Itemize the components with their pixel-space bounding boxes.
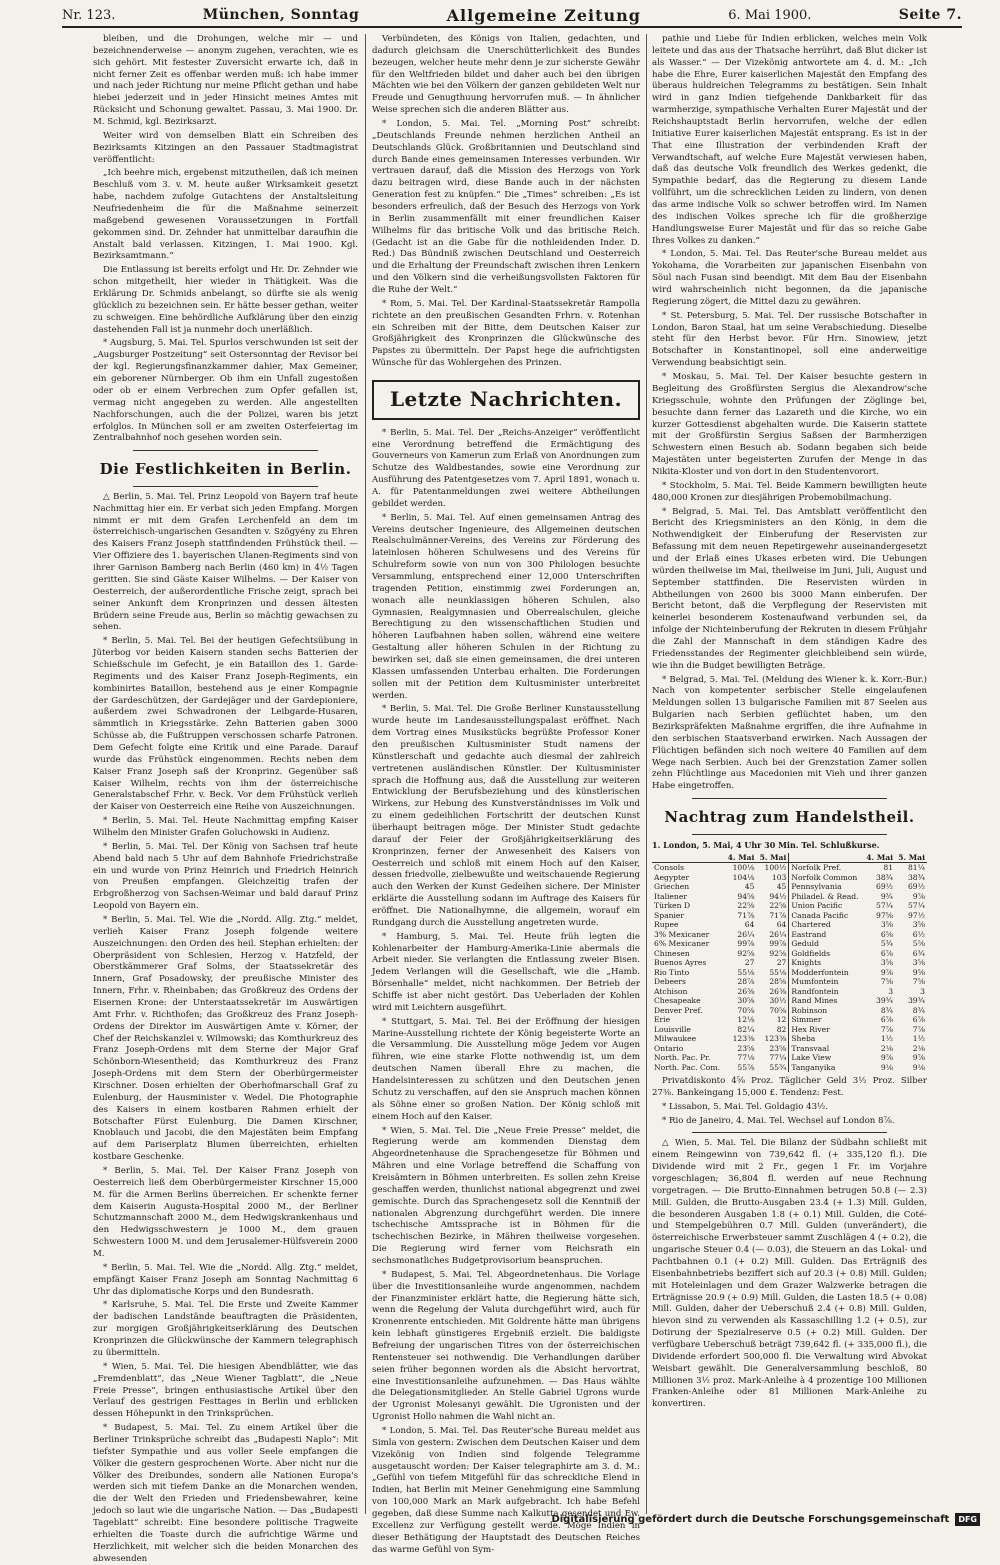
market-security-name: Spanier [654,910,685,920]
article-paragraph: * London, 5. Mai. Tel. Das Reuter'sche Bureau meldet aus Simla von gestern: Zwischen dem Deutschen Kaiser und dem Vizekönig von Indien sind folgende Telegramme ausgetauscht worden: Der Kaiser telegraphirte am 3. d. M.: „Gefühl von tiefem Mitgefühl für das schreckliche Elend in Indien, hat Berlin mit Meiner Genehmigung eine Sammlung von 100,000 Mark an Mark aufgebracht. Ich habe Befehl gegeben, daß diese Summe nach Kalkutta gesendet und Ew. Excellenz zur Verfügung gestellt werde. Möge Indien in dieser Bethätigung der Hauptstadt des Deutschen Reiches das warme Gefühl von Sym- [372,1425,640,1555]
market-security-name: Denver Pref. [654,1005,703,1015]
market-row [652,892,927,901]
article-paragraph: * Augsburg, 5. Mai. Tel. Spurlos verschwunden ist seit der „Augsburger Postzeitung“ seit Ostersonntag der Revisor bei der kgl. Regierungsfinanzkammer dahier, Max Gemeiner, ein geborener Nürnberger. Ob ihm ein Unfall zugestoßen oder ob er einem Verbrechen zum Opfer gefallen ist, vermag nicht angegeben zu werden. Alle angestellten Nachforschungen, auch die der Polizei, waren bis jetzt erfolglos. In München soll er am zweiten Osterfeiertag im Zentralbahnhof noch gesehen worden sein. [93,338,358,444]
market-quote: 2⅛ [880,1043,894,1053]
market-row [652,968,927,977]
market-row [652,1025,927,1034]
section-divider [692,1132,887,1133]
market-quote: 77⅛ [737,1053,755,1063]
market-quote: 28⅞ [737,977,755,987]
article-paragraph: * Budapest, 5. Mai. Tel. Zu einem Artikel über die Berliner Trinksprüche schreibt das „Budapesti Naplo“: Mit tiefster Sympathie und aus voller Seele empfangen die Völker die gestern gesprochenen Worte. Aber nicht nur die Völker des Dreibundes, sondern alle Nationen Europa's werden sich mit tiefem Danke an die Monarchen wenden, die der Welt den Frieden und Friedensbewahrer, keine jedoch so laut wie die ungarische Nation. — Das „Budapesti Tageblatt“ schreibt: Eine besondere politische Tragweite erhielten die Toaste durch die aufrichtige Wärme und Herzlichkeit, mit welcher sich die beiden Monarchen des abwesenden [93,1423,358,1564]
market-quote: 99⅞ [737,939,755,949]
market-note: Privatdiskonto 4⅝ Proz. Täglicher Geld 3½ Proz. Silber 27⅜. Bankeingang 15,000 £. Tendenz: Fest. [652,1076,927,1098]
market-quote: 6⅝ [880,929,894,939]
market-row [652,882,927,891]
market-quote: 6¾ [912,948,925,958]
article-paragraph: * Wien, 5. Mai. Tel. Die hiesigen Abendblätter, wie das „Fremdenblatt“, das „Neue Wiener Tagblatt“, die „Neue Freie Presse“, bringen enthusiastische Artikel über den Verlauf des gestrigen Festtages in Berlin und erblicken dessen Höhepunkt in den Trinksprüchen. [93,1361,358,1420]
market-quote: 71⅞ [737,910,755,920]
market-header-cell: 4. Mai [725,853,757,863]
market-security-name: Chartered [791,920,831,930]
market-row [652,1034,927,1043]
article-paragraph: * Hamburg, 5. Mai. Tel. Heute früh legten die Kohlenarbeiter der Hamburg-Amerika-Linie abermals die Arbeit nieder. Sie verlangten die Entlassung zweier Bisen. Jedem Verlangen will die Gesellschaft, wie die „Hamb. Börsenhalle“ meldet, nicht nachkommen. Der Betrieb der Schiffe ist aber nicht gestört. Das Ueberladen der Kohlen wird mit Leichtern ausgeführt. [372,931,640,1013]
market-quote: 94½ [756,892,788,901]
paper-title: Allgemeine Zeitung [446,5,641,25]
market-security-name: Canada Pacific [791,910,849,920]
market-caption: 1. London, 5. Mai, 4 Uhr 30 Min. Tel. Schlußkurse. [652,839,880,850]
issue-number: Nr. 123. [62,7,116,23]
market-quote: 97½ [907,910,925,920]
section-heading-market: Nachtrag zum Handelstheil. [664,808,915,827]
section-divider [692,798,887,799]
market-quote: 3⅝ [880,920,894,930]
market-security-name: Atchison [654,986,688,996]
market-row [652,996,927,1005]
market-header-cell: 5. Mai [756,853,788,863]
market-quote: 30⅝ [737,996,755,1006]
digitization-footer [551,1510,980,1528]
market-quote: 2⅛ [912,1043,925,1053]
market-row [652,958,927,967]
market-security-name: Lake View [791,1053,832,1063]
market-quote: 39¾ [876,996,894,1006]
market-quote: 57¼ [876,901,894,911]
market-quote: 28⅝ [756,977,788,986]
column-3 [652,34,927,1514]
market-quote: 3 [888,986,894,996]
market-quote: 26¼ [756,930,788,939]
market-row [652,987,927,996]
market-row [652,939,927,948]
market-quote: 94⅝ [737,891,755,901]
market-quote: 3⅝ [912,958,925,968]
section-divider [692,834,887,835]
article-paragraph: △ Wien, 5. Mai. Tel. Die Bilanz der Südbahn schließt mit einem Reingewinn von 739,642 fl. (+ 335,120 fl.). Die Dividende wird mit 2 Fr., gegen 1 Fr. im Vorjahre vorgeschlagen; 36,804 fl. werden auf neue Rechnung vorgetragen. — Die Brutto-Einnahmen betrugen 50.8 (— 2.3) Mill. Gulden, die Brutto-Ausgaben 23.4 (+ 1.3) Mill. Gulden, die besonderen Ausgaben 1.8 (+ 0.1) Mill. Gulden, die Coté- und Stempelgebühren 0.7 Mill. Gulden (unverändert), die österreichische Erwerbsteuer sammt Zuschlägen 4 (+ 0.2), die ungarische Steuer 0.4 (— 0.03), die Steuern an das Lokal- und Pachtbahnen 0.1 (+ 0.2) Mill. Gulden. Das Erträgniß des Eisenbahnbetriebs beziffert sich auf 20.3 (+ 0.8) Mill. Gulden; mit Hoteleinlagen und dem Grazer Walzwerke betragen die Erträgnisse 20.9 (+ 0.9) Mill. Gulden, die Lasten 18.5 (+ 0.08) Mill. Gulden, daher der Ueberschuß 2.4 (+ 0.8) Mill. Gulden, hievon sind zu verwenden als Kassaschilling 1.2 (+ 0.5), zur Dotirung der Spezialreserve 0.5 (+ 0.2) Mill. Gulden. Der verfügbare Ueberschuß beträgt 739,642 fl. (+ 335,000 fl.), die Dividende erfordert 500,000 fl. Die Verwaltung wird Abvokat Weisbart gewählt. Die Generalversammlung beschloß, 80 Millionen 3½ proz. Mark-Anleihe à 4 prozentige 100 Millionen Franken-Anleihe oder 81 Millionen Mark-Anleihe zu konvertiren. [652,1138,927,1410]
article-paragraph: * Berlin, 5. Mai. Tel. Auf einen gemeinsamen Antrag des Vereins deutscher Ingenieure, des Allgemeinen deutschen Realschulmänner-Vereins, des Vereins zur Förderung des lateinlosen höheren Schulwesens und des Vereins für Schulreform sowie von nun von 300 Philologen besuchte Versammlung, entsprechend einer 12,000 Unterschriften tragenden Petition, einstimmig zwei Forderungen an, wonach alle neunklassigen höheren Schulen, also Gymnasien, Realgymnasien und Oberrealschulen, gleiche Berechtigung zu den wissenschaftlichen Studien und höheren Laufbahnen haben sollen, während eine weitere Gestaltung aller höheren Schulen in der Richtung zu bewirken sei, daß sie einen gemeinsamen, die drei unteren Klassen umfassenden Unterbau erhalten. Die Forderungen sollen mit der Petition dem Kultusminister unterbreitet werden. [372,512,640,701]
article-paragraph: Verbündeten, des Königs von Italien, gedachten, und dadurch gleichsam die Unerschütterlichkeit des Bundes bezeugen, welcher heute mehr denn je zur sicherste Gewähr für den Weltfrieden bildet und daher auch bei den übrigen Mächten wie bei den Völkern der ganzen gebildeten Welt nur Freude und Genugthuung hervorrufen muß. — In ähnlicher Weise sprechen sich die anderen Blätter aus. [372,34,640,116]
market-quote: 9¾ [880,891,894,901]
market-quote: 5⅝ [912,939,925,949]
article-paragraph: * Berlin, 5. Mai. Tel. Heute Nachmittag empfing Kaiser Wilhelm den Minister Grafen Goluchowski in Audienz. [93,816,358,838]
article-paragraph: „Ich beehre mich, ergebenst mitzutheilen, daß ich meinen Beschluß vom 3. v. M. heute außer Wirksamkeit gesetzt habe, nachdem zufolge Gutachtens der Anstaltsleitung Neufriedenheim die für die Maßnahme seinerzeit maßgebend gewesenen Voraussetzungen in Fortfall gekommen sind. Dr. Zehnder hat unmittelbar daraufhin die Anstalt bald verlassen. Kitzingen, 1. Mai 1900. Kgl. Bezirksamtmann.“ [93,168,358,262]
market-quote: 6⅞ [912,1015,925,1025]
market-quote: 123⅜ [732,1034,755,1044]
market-security-name: Tanganyika [791,1062,836,1072]
market-security-name: Hex River [791,1024,830,1034]
article-paragraph: * Berlin, 5. Mai. Tel. Der Kaiser Franz Joseph von Oesterreich ließ dem Oberbürgermeister Kirschner 15,000 M. für die Armen Berlins überreichen. Er schenkte ferner dem Kaiserin Augusta-Hospital 2000 M., der Berliner Schutzmannschaft 2000 M., dem Hedwigskrankenhaus und den Hedwigsschwestern je 1000 M., dem grauen Schwestern 1000 M. und dem Jerusalemer-Hülfsverein 2000 M. [93,1166,358,1260]
market-security-name: Simmer [791,1015,822,1025]
market-security-name: Aegypter [654,872,690,882]
market-quote: 30½ [756,996,788,1005]
market-quote: 81¼ [907,863,925,873]
issue-date: 6. Mai 1900. [728,7,812,23]
masthead [62,4,962,28]
section-divider [133,486,318,487]
article-paragraph: Weiter wird von demselben Blatt ein Schreiben des Bezirksamts Kitzingen an den Passauer Stadtmagistrat veröffentlicht: [93,130,358,165]
market-quote: 9⅛ [912,1062,925,1072]
market-quote: 9⅞ [912,891,925,901]
section-divider [133,450,318,451]
market-header-cell: 4. Mai [863,853,895,863]
market-quote: 123⅜ [756,1034,788,1043]
section-heading-berlin: Die Festlichkeiten in Berlin. [99,460,352,479]
market-row [652,977,927,986]
article-paragraph: * Rom, 5. Mai. Tel. Der Kardinal-Staatssekretär Rampolla richtete an den preußischen Gesandten Frhrn. v. Rotenhan ein Schreiben mit der Bitte, dem Deutschen Kaiser zur Großjährigkeit des Kronprinzen die Glückwünsche des Papstes zu übermitteln. Der Papst hege die aufrichtigsten Wünsche für das Wohlergehen des Prinzen. [372,298,640,369]
market-security-name: Buenos Ayres [654,958,707,968]
article-paragraph: * Berlin, 5. Mai. Tel. Der König von Sachsen traf heute Abend bald nach 5 Uhr auf dem Bahnhofe Friedrichstraße ein und wurde von Prinz Heinrich und Friedrich Heinrich von Preußen empfangen. Gleichzeitig trafen der Erbgroßherzog von Sachsen-Weimar und bald darauf Prinz Leopold von Bayern ein. [93,841,358,912]
article-paragraph: * Karlsruhe, 5. Mai. Tel. Die Erste und Zweite Kammer der badischen Landstände beauftragten die Präsidenten, zur morgigen Großjährigkeitserklärung des Deutschen Kronprinzen die Glückwünsche der Kammern telegraphisch zu übermitteln. [93,1300,358,1358]
article-paragraph: * Berlin, 5. Mai. Tel. Wie die „Nordd. Allg. Ztg.“ meldet, empfängt Kaiser Franz Joseph am Sonntag Nachmittag 6 Uhr das diplomatische Korps und den Bundesrath. [93,1262,358,1297]
market-header-cell: 5. Mai [895,853,927,863]
article-paragraph: bleiben, und die Drohungen, welche mir — und bezeichnenderweise — anonym zugehen, verachten, wie es sich gehört. Mit festester Zuversicht erwarte ich, daß in nicht ferner Zeit es offenbar werden muß: ich habe immer und nach jeder Richtung nur meine Pflicht gethan und habe hiebei jederzeit und in jeder Hinsicht meines Amtes mit Rücksicht und Schonung gewaltet. Passau, 3. Mai 1900. Dr. M. Schmid, kgl. Bezirksarzt. [93,34,358,128]
article-paragraph: * Berlin, 5. Mai. Tel. Wie die „Nordd. Allg. Ztg.“ meldet, verlieh Kaiser Franz Joseph folgende weitere Auszeichnungen: den Orden des heil. Stephan erhielten: der Oberpräsident von Schlesien, Herzog v. Hatzfeld, der Oberstkämmerer Graf Solms, der Staatssekretär des Innern, Graf Posadowsky, der preußische Minister des Innern, Frhr. v. Rheinbaben; das Großkreuz des Ordens der Eisernen Krone: der Unterstaatssekretär im Auswärtigen Amt Frhr. v. Richthofen; das Großkreuz des Franz Joseph-Ordens der Direktor im Auswärtigen Amte v. Körner, der Chef der Reichskanzlei v. Wilmowski; das Komthurkreuz des Franz Joseph-Ordens mit dem Sterne der Major Graf Schönborn-Wiesentheid; das Komthurkreuz des Franz Joseph-Ordens mit dem Stern der Oberbürgermeister Kirschner. Dosen erhielten der Oberhofmarschall Graf zu Eulenburg, der Hausminister v. Wedel. Die Photographie des Kaisers in einem kostbaren Rahmen erhielt der Botschafter Fürst Eulenburg. Die Damen Kirschner, Knoblauch und Jacobi, die den Majestäten beim Empfang auf dem Pariserplatz Blumen überreichten, erhielten kostbare Geschenke. [93,914,358,1163]
market-quote: 45 [756,882,788,891]
article-paragraph: * Stuttgart, 5. Mai. Tel. Bei der Eröffnung der hiesigen Marine-Ausstellung richtete der König begeisterte Worte an die Versammlung. Die Ausstellung möge Jedem vor Augen führen, wie eine starke Flotte nothwendig ist, um dem deutschen Namen überall Ehre zu machen, die Handelsinteressen zu schützen und den Deutschen jenen Schutz zu verschaffen, auf den sie Anspruch machen können als Söhne einer so großen Nation. Der König schloß mit einem Hoch auf den Kaiser. [372,1016,640,1122]
market-table [652,853,927,1072]
market-security-name: Rupee [654,920,679,930]
market-quote: 57¼ [907,901,925,911]
column-2 [372,34,640,1555]
market-security-name: Erie [654,1015,671,1025]
market-quote: 70⅝ [756,1006,788,1015]
market-quote: 9⅝ [912,967,925,977]
market-row [652,863,927,873]
market-row [652,873,927,882]
market-quote: 7⅞ [912,1024,925,1034]
market-row [652,901,927,910]
market-row [652,1053,927,1062]
market-security-name: Louisville [654,1024,691,1034]
article-paragraph: pathie und Liebe für Indien erblicken, welches mein Volk leitete und das aus der Thatsache herrührt, daß Blut dicker ist als Wasser.“ — Der Vizekönig antwortete am 4. d. M.: „Ich habe die Ehre, Eurer kaiserlichen Majestät den Empfang des überaus huldreichen Telegramms zu bestätigen. Sein Inhalt wird in ganz Indien tiefgehende Dankbarkeit für das warmherzige, sympathische Verhalten Eurer Majestät und der Reichshauptstadt Berlin hervorrufen, welche der edlen Initiative Eurer kaiserlichen Majestät entsprang. Es ist in der That eine Illustration der verbindenden Kraft der Verwandtschaft, auf welche Eure Majestät verwiesen haben, daß das deutsche Volk freundlich des Werkes gedenkt, die Sympathie bedarf, das die Regierung zu diesem Lande vollführt, um die schrecklichen Leiden zu lindern, von denen das arme indische Volk so schwer betroffen wird. Im Namen des indischen Volkes spreche ich für die großherzige Handlungsweise Eurer Majestät und für das so reiche Gabe Ihres Volkes zu danken.“ [652,34,927,246]
market-security-name: Transvaal [791,1043,830,1053]
market-quote: 55⅞ [737,1062,755,1072]
market-table-header [652,853,927,863]
market-security-name: Geduld [791,939,819,949]
market-quote: 26¼ [737,929,755,939]
market-quote: 1½ [912,1034,925,1044]
market-quote: 8¾ [880,1005,894,1015]
market-security-name: Ontario [654,1043,684,1053]
market-security-name: Rand Mines [791,996,838,1006]
market-quote: 81 [883,863,894,873]
market-quote: 92⅝ [756,949,788,958]
market-quote: 64 [744,920,755,930]
market-quote: 69½ [876,882,894,892]
market-quote: 27 [756,958,788,967]
page-number: Seite 7. [898,7,962,23]
market-security-name: Modderfontein [791,967,849,977]
market-quote: 6⅞ [880,948,894,958]
market-security-name: Norfolk Common [791,872,858,882]
market-quote: 92⅝ [737,948,755,958]
market-quote: 1½ [880,1034,894,1044]
market-security-name: Norfolk Pref. [791,863,842,873]
market-quote: 9⅛ [880,1062,894,1072]
article-paragraph: * Wien, 5. Mai. Tel. Die „Neue Freie Presse“ meldet, die Regierung werde am kommenden Dienstag dem Abgeordnetenhause die Sprachengesetze für Böhmen und Mähren und eine Vorlage betreffend die Schaffung von Kreisämtern in Böhmen unterbreiten. Es sollen zehn Kreise geschaffen werden, thunlichst national abgegrenzt und zwei gemischte. Durch das Sprachengesetz soll die Kenntniß der nationalen Abgrenzung durchgeführt werden. Die innere tschechische Amtssprache ist in Böhmen für die tschechischen Bezirke, in Mähren theilweise vorgesehen. Die Regierung wird ferner vom Reichsrath ein sechsmonatliches Budgetprovisorium beanspruchen. [372,1125,640,1266]
market-quote: 55¾ [756,1063,788,1072]
article-paragraph: * Berlin, 5. Mai. Tel. Bei der heutigen Gefechtsübung in Jüterbog vor beiden Kaisern standen sechs Batterien der Schießschule im Gefecht, je ein Bataillon des 1. Garde-Regiments und des Kaiser Franz Joseph-Regiments, ein kombinirtes Bataillon, bestehend aus je einer Kompagnie der Gardeschützen, der Gardejäger und der Gardepioniere, außerdem zwei Schwadronen der Leibgarde-Husaren, sämmtlich in Kriegsstärke. Zehn Batterien gaben 3000 Schüsse ab, die Fußtruppen verschossen scharfe Patronen. Dem Gefecht folgte eine Kritik und eine Parade. Darauf wurde das Frühstück eingenommen. Rechts neben dem Kaiser Franz Joseph saß der Kronprinz. Gegenüber saß Kaiser Wilhelm, rechts von ihm der österreichische Generalstabschef Frhr. v. Beck. Vor dem Frühstück verlieh der Kaiser von Oesterreich eine Reihe von Auszeichnungen. [93,636,358,813]
market-quote: 82¼ [737,1024,755,1034]
market-security-name: Union Pacific [791,901,843,911]
market-quote: 7⅝ [912,977,925,987]
market-row [652,920,927,929]
market-quote: 27 [744,958,755,968]
dfg-logo: DFG [955,1513,980,1526]
market-quote: 26⅜ [737,986,755,996]
market-quote: 22⅝ [737,901,755,911]
article-paragraph: * London, 5. Mai. Tel. Das Reuter'sche Bureau meldet aus Yokohama, die Vorarbeiten zur japanischen Eisenbahn von Söul nach Fusan sind beendigt. Mit dem Bau der Eisenbahn wird wahrscheinlich nicht begonnen, da die japanische Regierung zögert, die Mittel dazu zu gewähren. [652,249,927,307]
article-paragraph: * London, 5. Mai. Tel. „Morning Post“ schreibt: „Deutschlands Freunde nehmen herzlichen Antheil an Deutschlands Glück. Großbritannien und Deutschland sind durch Bande eines gemeinsamen Interesses verbunden. Wir vertrauen darauf, daß die Mission des Herzogs von York dazu beitragen wird, diese Bande auch in der nächsten Generation fest zu knüpfen.“ Die „Times“ schreiben: „Es ist besonders erfreulich, daß der Besuch des Herzogs von York in Berlin zusammenfällt mit einer freundlichen Kaiser Wilhelms für das britische Volk und das britische Reich. (Gedacht ist an die Gabe für die nothleidenden Inder. D. Red.) Das Bündniß zwischen Deutschland und Oesterreich und die Erhaltung der Freundschaft zwischen ihren Lenkern und den Völkern sind die verheißungsvollsten Faktoren für die Ruhe der Welt.“ [372,119,640,296]
market-security-name: North. Pac. Com. [654,1062,720,1072]
market-quote: 9⅞ [880,967,894,977]
market-quote: 99⅞ [756,939,788,948]
market-quote: 23⅝ [737,1043,755,1053]
market-quote: 9⅞ [912,1053,925,1063]
market-quote: 100½ [756,863,788,873]
market-row [652,1044,927,1053]
market-quote: 7⅝ [880,977,894,987]
market-quote: 104⅛ [732,872,755,882]
market-quote: 3 [920,986,925,996]
market-quote: 7⅞ [880,1024,894,1034]
market-quote: 23⅝ [756,1044,788,1053]
market-quote: 71⅞ [756,911,788,920]
market-security-name: Eastrand [791,929,827,939]
market-row [652,1015,927,1024]
market-security-name: Chesapeake [654,996,701,1006]
market-security-name: Chinesen [654,948,690,958]
market-quote: 12 [756,1015,788,1024]
market-security-name: Milwaukee [654,1034,697,1044]
market-security-name: 6% Mexicaner [654,939,710,949]
market-quote: 9⅞ [880,1053,894,1063]
market-row [652,930,927,939]
market-quote: 39¾ [907,996,925,1006]
market-quote: 22⅝ [756,901,788,910]
article-paragraph: * Berlin, 5. Mai. Tel. Die Große Berliner Kunstausstellung wurde heute im Landesausstellungspalast eröffnet. Nach dem Vortrag eines Musikstücks begrüßte Professor Koner den preußischen Kultusminister Studt namens der Künstlerschaft und gedachte auch diesmal der zahlreich vertretenen ausländischen Künstler. Der Kultusminister sprach die Hoffnung aus, daß die Ausstellung zur weiteren Entwicklung der Berufsbeziehung und des künstlerischen Wirkens, zur Hebung des Kunstverständnisses im Volk und zu einem gedeihlichen Fortschritt der deutschen Kunst überhaupt beitragen möge. Der Minister Studt gedachte darauf der Feier der Großjährigkeitserklärung des Kronprinzen, ferner der Anwesenheit des Kaisers von Oesterreich und schloß mit einem Hoch auf den Kaiser, dessen friedvolle, zielbewußte und weitschauende Regierung auch den Werken der Kunst Gedeihen sichere. Der Minister erklärte die Ausstellung sodann im Auftrage des Kaisers für eröffnet. Die Nationalhymne, die allgemein, worauf ein Rundgang durch die Ausstellung angetreten wurde. [372,704,640,928]
place-day: München, Sonntag [202,7,360,23]
column-rule-2 [646,34,647,1514]
market-header-cell [652,853,725,863]
footer-text: Digitalisierung gefördert durch die Deutsche Forschungsgemeinschaft [551,1513,950,1525]
market-quote: 55⅛ [756,968,788,977]
market-quote: 77¼ [756,1053,788,1062]
article-paragraph: * St. Petersburg, 5. Mai. Tel. Der russische Botschafter in London, Baron Staal, hat um seine Verabschiedung. Dieselbe steht für den Herbst bevor. Für Hrn. Sinowiew, jetzt Botschafter in Konstantinopel, soll eine anderweitige Verwendung beabsichtigt sein. [652,310,927,369]
market-security-name: Pennsylvania [791,882,842,892]
market-security-name: Robinson [791,1005,828,1015]
market-security-name: Debeers [654,977,686,987]
market-security-name: Consols [654,863,685,873]
rio-report: * Rio de Janeiro, 4. Mai. Tel. Wechsel auf London 8⅞. [662,1115,895,1126]
market-quote: 45 [744,882,755,892]
market-security-name: Sheba [791,1034,816,1044]
lisbon-report: * Lissabon, 5. Mai. Tel. Goldagio 43½. [662,1101,829,1112]
market-quote: 3⅝ [912,920,925,930]
market-security-name: 3% Mexicaner [654,929,710,939]
article-paragraph: * Belgrad, 5. Mai. Tel. Das Amtsblatt veröffentlicht den Bericht des Kriegsministers an den König, in dem die Nothwendigkeit der Einberufung der Reservisten zur Befassung mit dem neuen Repetirgewehr auseinandergesetzt und der Erlaß eines Ukases erbeten wird. Die Uebungen würden theilweise im Mai, theilweise im Juni, Juli, August und September stattfinden. Die Reservisten würden in Abtheilungen von 2600 bis 3000 Mann einberufen. Der Bericht betont, daß die Verpflegung der Reservisten mit keinerlei besonderem Kostenaufwand verbunden sei, da infolge der Nichteinberufung der Rekruten in diesem Frühjahr die Zahl der Mannschaft in dem ständigen Kadre des Friedensstandes der Regimenter gleichbleibend sein würde, wie ihn die Budget bewilligten Beträge. [652,506,927,671]
market-quote: 82 [756,1025,788,1034]
market-security-name: Philadel. & Read. [791,891,859,901]
article-paragraph: * Belgrad, 5. Mai. Tel. (Meldung des Wiener k. k. Korr.-Bur.) Nach von kompetenter serbischer Stelle eingelaufenen Meldungen sollen 13 bulgarische Familien mit 87 Seelen aus Bulgarien nach Serbien geflüchtet haben, um den Bezirkspräfekten Maßnahme ergriffen, die ihre Aufnahme in den serbischen Staatsverband erwirken. Nach Aussagen der Flüchtigen befänden sich noch weitere 40 Familien auf dem Wege nach Serbien. Auch bei der Grenzstation Zamer sollen zehn Flüchtlinge aus Macedonien mit Vieh und ihrer ganzen Habe eingetroffen. [652,674,927,792]
market-quote: 103 [756,873,788,882]
article-paragraph: Die Entlassung ist bereits erfolgt und Hr. Dr. Zehnder wie schon mitgetheilt, hier wieder in Thätigkeit. Was die Erklärung Dr. Schmids anbelangt, so dürfte sie als wenig glücklich zu bezeichnen sein. Er hätte besser gethan, weiter zu schweigen. Eine behördliche Aufklärung über den einzig dastehenden Fall ist ja nunmehr doch unerläßlich. [93,265,358,335]
market-row [652,949,927,958]
market-security-name: Griechen [654,882,690,892]
market-header-cell [789,853,863,863]
market-quote: 38¾ [907,872,925,882]
article-paragraph: * Berlin, 5. Mai. Tel. Der „Reichs-Anzeiger“ veröffentlicht eine Verordnung betreffend die Ermächtigung des Gouverneurs von Kamerun zum Erlaß von Anordnungen zum Schutze des Waldbestandes, sowie eine Verordnung zur Ausführung des Patentgesetzes vom 7. April 1891, wonach u. A. für Patentanmeldungen zwei weitere Abtheilungen gebildet werden. [372,427,640,509]
market-quote: 100⅛ [732,863,755,873]
article-paragraph: * Moskau, 5. Mai. Tel. Der Kaiser besuchte gestern in Begleitung des Großfürsten Sergius die Alexandrow'sche Kriegsschule, wohnte den Prüfungen der Zöglinge bei, besuchte dann ferner das Lazareth und die Kirche, wo ein kurzer Gottesdienst abgehalten wurde. Die Kaiserin stattete mit der Großfürstin Sergius Saßsen der Barmherzigen Schwestern einen Besuch ab. Sodann begaben sich beide Majestäten unter begeisterten Zurufen der Menge in das Nikita-Kloster und von dort in den Studentenvorort. [652,372,927,477]
article-paragraph: * Budapest, 5. Mai. Tel. Abgeordnetenhaus. Die Vorlage über die Investitionsanleihe wurde angenommen, nachdem der Finanzminister erklärt hatte, die Regierung hätte sich, wenn die Regelung der Valuta durchgeführt wird, auch für Kronenrente entschieden. Mit Goldrente hätte man übrigens kein lebhaft günstigeres Ergebniß erzielt. Die baldigste Befreiung der ungarischen Titres von der österreichischen Rentensteuer sei nothwendig. Die Verhandlungen darüber seien früher begonnen worden als die Absicht hervortrat, eine Investitionsanleihe aufzunehmen. — Das Haus wählte die Delegationsmitglieder. An Stelle Gabriel Ugrons wurde der Ugronist Molesanyi gewählt. Die Ugronisten und der Ugronist Hollo nahmen die Wahl nicht an. [372,1269,640,1423]
market-row [652,911,927,920]
market-security-name: Türken D [654,901,691,911]
market-security-name: Rio Tinto [654,967,690,977]
market-row [652,1006,927,1015]
market-quote: 64 [756,920,788,929]
market-quote: 26⅜ [756,987,788,996]
column-rule-1 [365,34,366,1514]
market-quote: 69½ [907,882,925,892]
market-quote: 12⅛ [737,1015,755,1025]
market-quote: 3⅝ [880,958,894,968]
section-heading-latest-news: Letzte Nachrichten. [372,380,640,420]
market-security-name: Mumfontein [791,977,839,987]
article-paragraph: △ Berlin, 5. Mai. Tel. Prinz Leopold von Bayern traf heute Nachmittag hier ein. Er verbat sich jeden Empfang. Morgen nimmt er mit dem Grafen Lerchenfeld an dem im österreichisch-ungarischen Gesandten v. Szögyény zu Ehren des Kaisers Franz Joseph stattfindenden Frühstück theil. — Vier Offiziere des 1. bayerischen Ulanen-Regiments sind von ihrer Garnison Bamberg nach Berlin (460 km) in 4½ Tagen geritten. Sie sind Gäste Kaiser Wilhelms. — Der Kaiser von Oesterreich, der außerordentliche Frische zeigt, sprach bei seiner Ankunft dem Kronprinzen und dessen ältesten Brüdern seine Freude aus, Berlin so mächtig gewachsen zu sehen. [93,491,358,633]
market-quote: 5¾ [880,939,894,949]
market-quote: 8¾ [912,1005,925,1015]
market-quote: 6½ [912,929,925,939]
market-security-name: Goldfields [791,948,831,958]
market-quote: 38¾ [876,872,894,882]
market-security-name: North. Pac. Pr. [654,1053,711,1063]
column-1 [93,34,358,1564]
article-paragraph: * Stockholm, 5. Mai. Tel. Beide Kammern bewilligten heute 480,000 Kronen zur diesjährigen Probemobilmachung. [652,480,927,503]
market-quote: 55⅛ [737,967,755,977]
market-security-name: Italiener [654,891,687,901]
market-security-name: Randfontein [791,986,839,996]
market-quote: 70⅝ [737,1005,755,1015]
market-row [652,1063,927,1072]
market-quote: 6⅞ [880,1015,894,1025]
market-quote: 97⅝ [876,910,894,920]
market-security-name: Knights [791,958,822,968]
market-table-body [652,863,927,1072]
